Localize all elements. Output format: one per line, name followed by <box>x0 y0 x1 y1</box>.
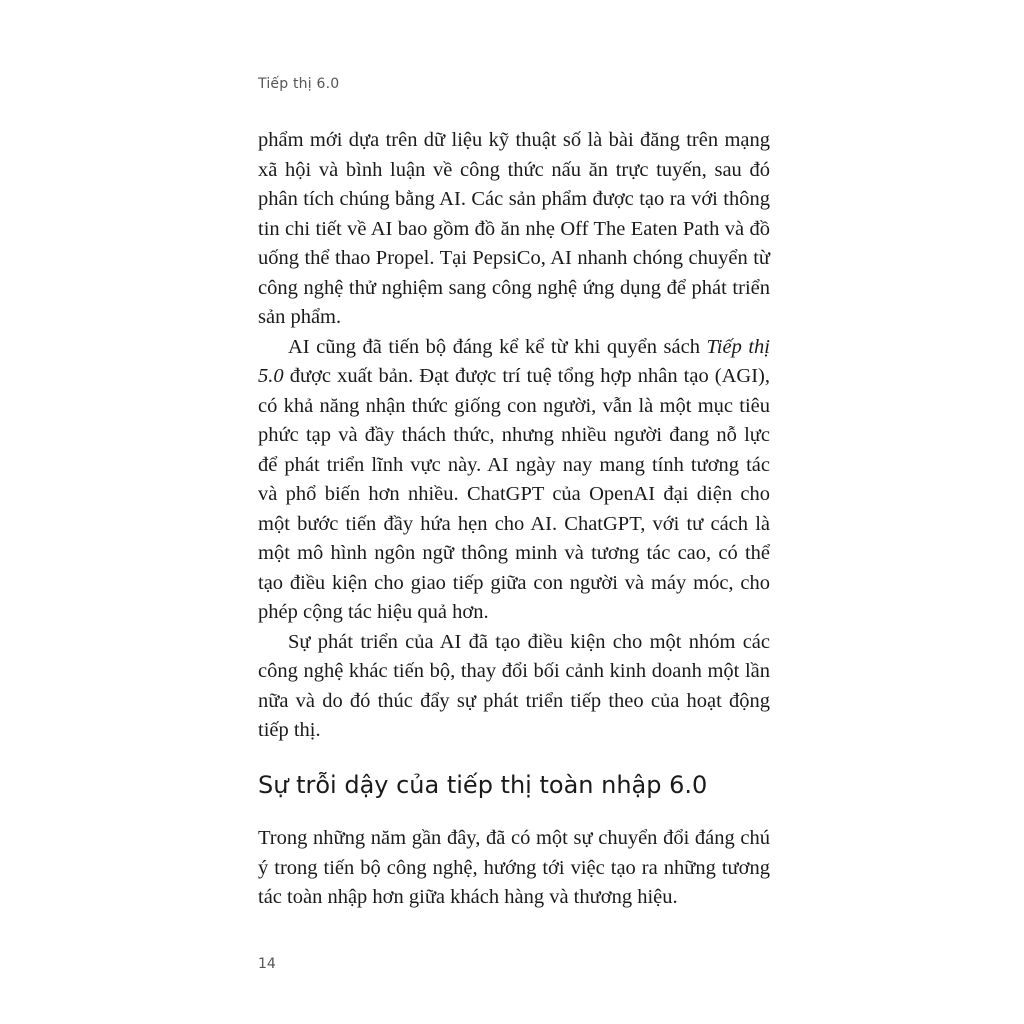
paragraph-2-text-before: AI cũng đã tiến bộ đáng kể kể từ khi quyển sách <box>288 335 707 358</box>
paragraph-2-text-after: được xuất bản. Đạt được trí tuệ tổng hợp nhân tạo (AGI), có khả năng nhận thức giống con người, vẫn là một mục tiêu phức tạp và đầy thách thức, nhưng nhiều người đang nỗ lực để phát triển lĩnh vực này. AI ngày nay mang tính tương tác và phổ biến hơn nhiều. ChatGPT của OpenAI đại diện cho một bước tiến đầy hứa hẹn cho AI. ChatGPT, với tư cách là một mô hình ngôn ngữ thông minh và tương tác cao, có thể tạo điều kiện cho giao tiếp giữa con người và máy móc, cho phép cộng tác hiệu quả hơn. <box>258 365 770 623</box>
section-heading: Sự trỗi dậy của tiếp thị toàn nhập 6.0 <box>258 771 708 799</box>
paragraph-3: Sự phát triển của AI đã tạo điều kiện cho một nhóm các công nghệ khác tiến bộ, thay đổi bối cảnh kinh doanh một lần nữa và do đó thúc đẩy sự phát triển tiếp theo của hoạt động tiếp thị. <box>258 630 770 741</box>
body-text <box>258 126 770 746</box>
paragraph-1: phẩm mới dựa trên dữ liệu kỹ thuật số là bài đăng trên mạng xã hội và bình luận về công thức nấu ăn trực tuyến, sau đó phân tích chúng bằng AI. Các sản phẩm được tạo ra với thông tin chi tiết về AI bao gồm đồ ăn nhẹ Off The Eaten Path và đồ uống thể thao Propel. Tại PepsiCo, AI nhanh chóng chuyển từ công nghệ thử nghiệm sang công nghệ ứng dụng để phát triển sản phẩm. <box>258 129 770 328</box>
paragraph-2 <box>258 333 770 628</box>
running-head: Tiếp thị 6.0 <box>258 76 340 92</box>
section-paragraph: Trong những năm gần đây, đã có một sự chuyển đổi đáng chú ý trong tiến bộ công nghệ, hướng tới việc tạo ra những tương tác toàn nhập hơn giữa khách hàng và thương hiệu. <box>258 827 770 908</box>
book-title: Tiếp thị 5.0 <box>258 335 770 387</box>
page-number: 14 <box>258 956 276 972</box>
section-body <box>258 824 770 913</box>
